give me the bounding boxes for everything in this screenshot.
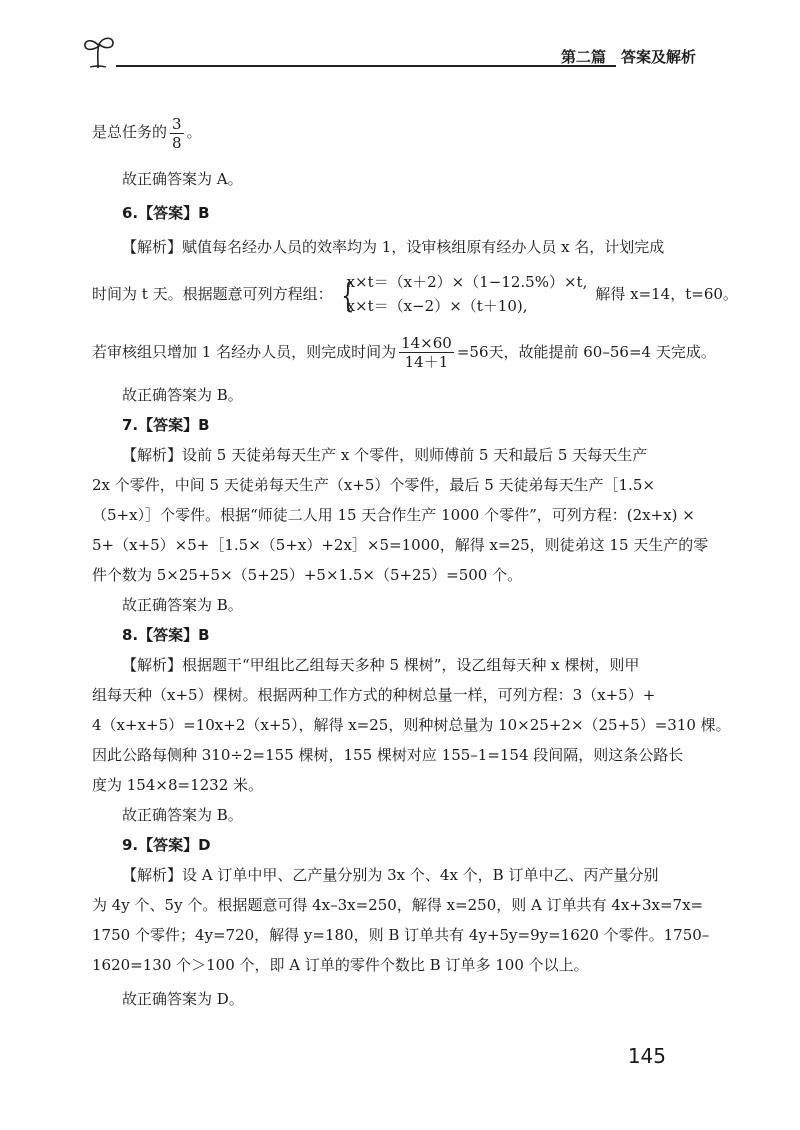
q7-answer: 故正确答案为 B。 <box>122 596 243 614</box>
page-number: 145 <box>627 1044 666 1068</box>
q8-line: 因此公路每侧种 310÷2=155 棵树，155 棵树对应 155–1=154 段间隔，则这条公路长 <box>92 746 684 764</box>
q8-line: 【解析】根据题干“甲组比乙组每天多种 5 棵树”，设乙组每天种 x 棵树，则甲 <box>122 656 640 674</box>
q9-line: 为 4y 个、5y 个。根据题意可得 4x–3x=250，解得 x=250，则 A 订单共有 4x+3x=7x= <box>92 896 704 914</box>
q6-line-2: 时间为 t 天。根据题意可列方程组： { x×t＝（x＋2）×（1−12.5%）×t, x×t＝（x−2）×（t＋10), 解得 x=14，t=60。 <box>92 266 692 322</box>
q5-tail: 是总任务的 $\frac{3}{8}$ 。 <box>92 114 202 152</box>
q9-heading: 9.【答案】D <box>122 836 211 854</box>
q9-line: 1750 个零件；4y=720，解得 y=180，则 B 订单共有 4y+5y=9y=1620 个零件。1750– <box>92 926 710 944</box>
q6-line-1: 【解析】赋值每名经办人员的效率均为 1，设审核组原有经办人员 x 名，计划完成 <box>122 238 665 256</box>
q7-line: （5+x）］个零件。根据“师徒二人用 15 天合作生产 1000 个零件”，可列方程：(2x+x) × <box>92 506 695 524</box>
q7-line: 2x 个零件，中间 5 天徒弟每天生产（x+5）个零件，最后 5 天徒弟每天生产［1.5× <box>92 476 655 494</box>
equation-system: { x×t＝（x＋2）×（1−12.5%）×t, x×t＝（x−2）×（t＋10), <box>340 272 588 316</box>
q8-heading: 8.【答案】B <box>122 626 210 644</box>
q7-heading: 7.【答案】B <box>122 416 210 434</box>
fraction-time: $\frac{14\times 60}{14+1}$ <box>401 333 452 371</box>
sprout-icon <box>82 34 116 70</box>
q9-line: 1620=130 个＞100 个，即 A 订单的零件个数比 B 订单多 100 个以上。 <box>92 956 589 974</box>
fraction-3-8: $\frac{3}{8}$ <box>172 114 182 152</box>
q7-line: 5+（x+5）×5+［1.5×（5+x）+2x］×5=1000，解得 x=25，则徒弟这 15 天生产的零 <box>92 536 709 554</box>
answer-content <box>92 110 738 1012</box>
q8-answer: 故正确答案为 B。 <box>122 806 243 824</box>
q8-line: 4（x+x+5）=10x+2（x+5），解得 x=25，则种树总量为 10×25+2×（25+5）=310 棵。 <box>92 716 731 734</box>
q5-answer: 故正确答案为 A。 <box>122 170 243 188</box>
q6-line-3: 若审核组只增加 1 名经办人员，则完成时间为 $\frac{14\times 60}{14+1}$ =56天，故能提前 60–56=4 天完成。 <box>92 333 716 371</box>
q7-line: 件个数为 5×25+5×（5+25）+5×1.5×（5+25）=500 个。 <box>92 566 523 584</box>
header-rule <box>116 65 616 67</box>
q7-line: 【解析】设前 5 天徒弟每天生产 x 个零件，则师傅前 5 天和最后 5 天每天生产 <box>122 446 648 464</box>
q9-answer: 故正确答案为 D。 <box>122 990 244 1008</box>
q6-answer: 故正确答案为 B。 <box>122 386 243 404</box>
page-header <box>82 34 702 74</box>
q9-line: 【解析】设 A 订单中甲、乙产量分别为 3x 个、4x 个，B 订单中乙、丙产量分别 <box>122 866 659 884</box>
q8-line: 度为 154×8=1232 米。 <box>92 776 264 794</box>
q6-heading: 6.【答案】B <box>122 204 210 222</box>
q8-line: 组每天种（x+5）棵树。根据两种工作方式的种树总量一样，可列方程：3（x+5）+ <box>92 686 656 704</box>
section-title: 第二篇 答案及解析 <box>560 48 696 66</box>
